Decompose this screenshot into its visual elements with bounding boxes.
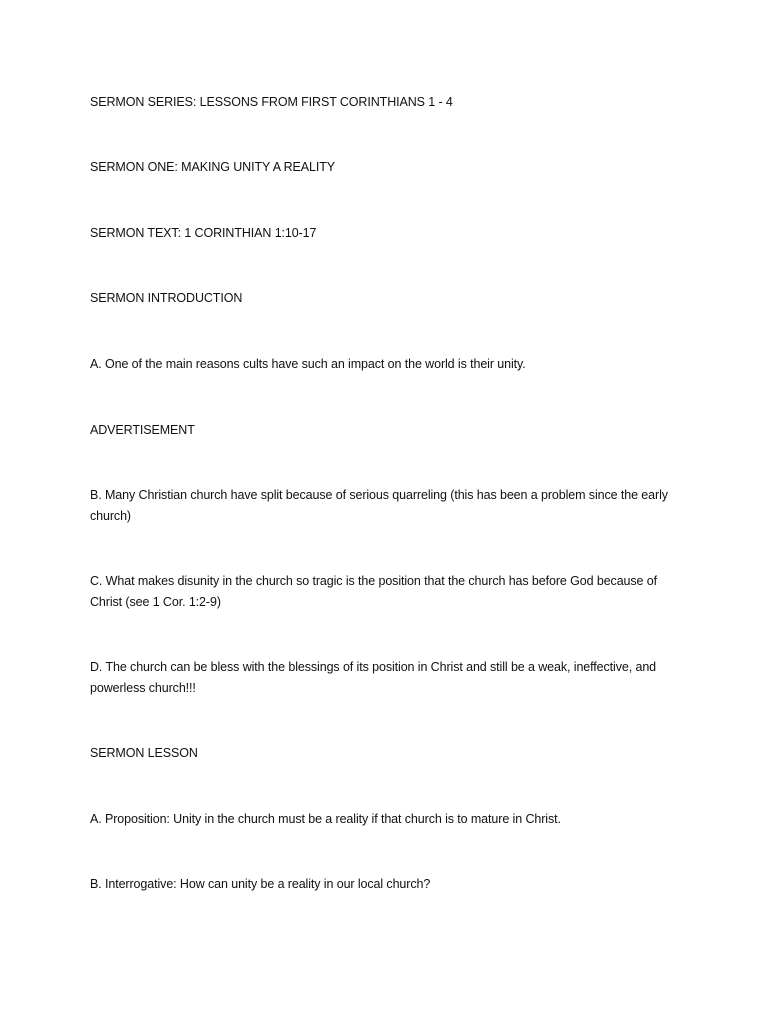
sermon-text-reference: SERMON TEXT: 1 CORINTHIAN 1:10-17 <box>90 226 317 240</box>
advertisement-label: ADVERTISEMENT <box>90 423 195 437</box>
series-title: SERMON SERIES: LESSONS FROM FIRST CORINTHIANS 1 - 4 <box>90 95 453 109</box>
lesson-heading: SERMON LESSON <box>90 746 198 760</box>
lesson-point-b: B. Interrogative: How can unity be a reality in our local church? <box>90 877 431 891</box>
intro-point-c: C. What makes disunity in the church so tragic is the position that the church has before God because of Christ (see 1 Cor. 1:2-9) <box>90 574 657 609</box>
lesson-point-a: A. Proposition: Unity in the church must be a reality if that church is to mature in Christ. <box>90 812 561 826</box>
introduction-heading: SERMON INTRODUCTION <box>90 291 243 305</box>
intro-point-d: D. The church can be bless with the blessings of its position in Christ and still be a weak, ineffective, and powerless church!!! <box>90 660 657 695</box>
intro-point-a: A. One of the main reasons cults have such an impact on the world is their unity. <box>90 357 526 371</box>
sermon-title: SERMON ONE: MAKING UNITY A REALITY <box>90 160 336 174</box>
intro-point-b: B. Many Christian church have split because of serious quarreling (this has been a problem since the early church) <box>90 488 668 523</box>
